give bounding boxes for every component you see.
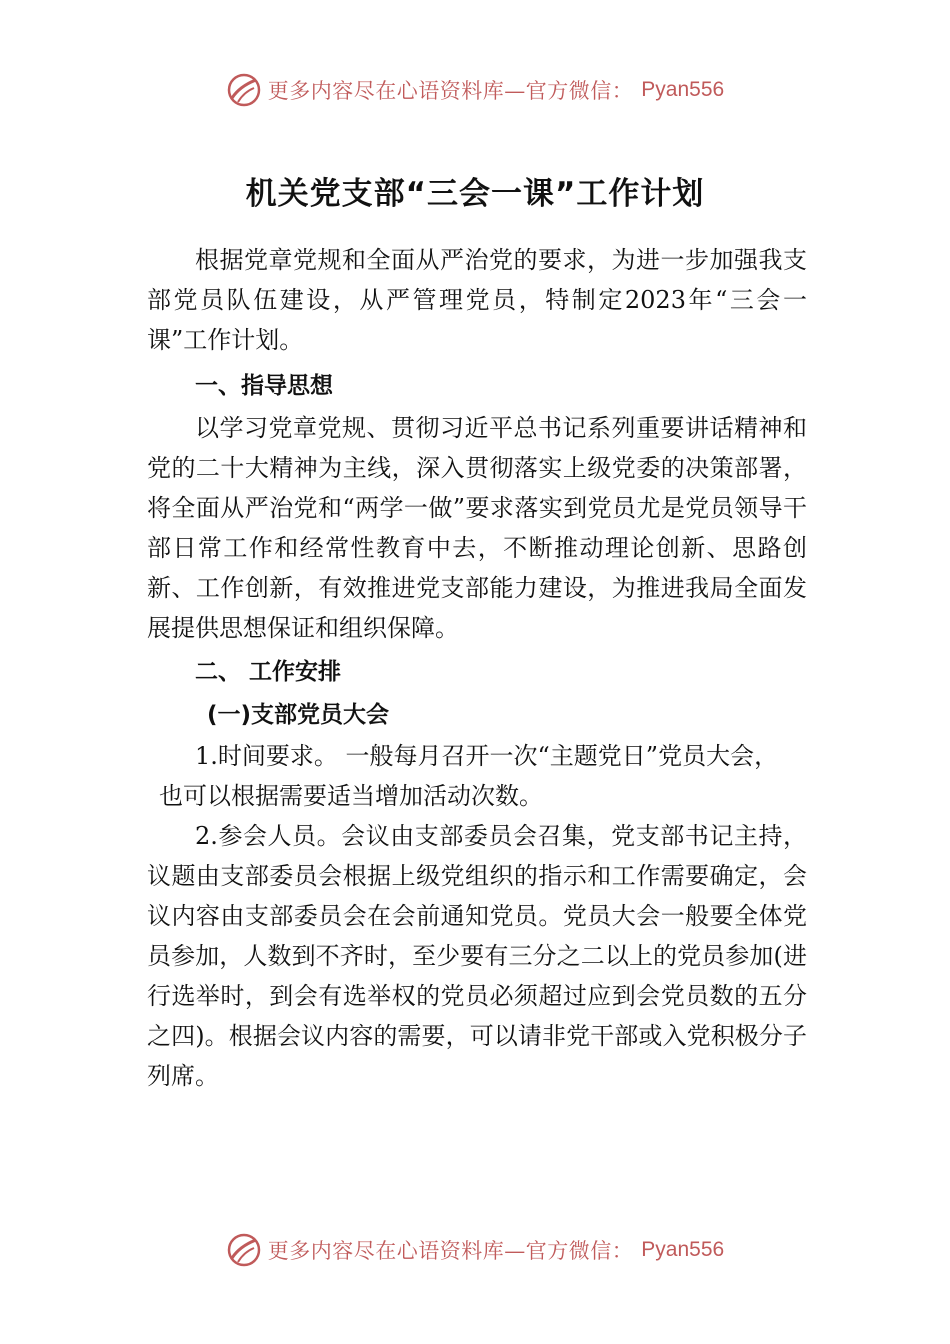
header-banner-text: 更多内容尽在心语资料库—官方微信：	[267, 79, 634, 103]
header-banner-code: Pyan556	[641, 78, 725, 101]
header-banner	[0, 72, 950, 108]
item-attendees: 2.参会人员。会议由支部委员会召集，党支部书记主持，议题由支部委员会根据上级党组织的指示和工作需要确定，会议内容由支部委员会在会前通知党员。党员大会一般要全体党员参加，人数到不齐时，至少要有三分之二以上的党员参加(进行选举时，到会有选举权的党员必须超过应到会党员数的五分之四)。根据会议内容的需要，可以请非党干部或入党积极分子列席。	[147, 822, 807, 1090]
item-time-requirement-continued: 也可以根据需要适当增加活动次数。	[159, 782, 543, 810]
document-body	[147, 240, 807, 1096]
footer-banner-text: 更多内容尽在心语资料库—官方微信：	[267, 1239, 634, 1263]
brand-logo-icon	[226, 72, 262, 108]
brand-logo-icon	[226, 1232, 262, 1268]
footer-banner	[0, 1232, 950, 1268]
footer-banner-code: Pyan556	[641, 1238, 725, 1261]
guiding-thought-paragraph: 以学习党章党规、贯彻习近平总书记系列重要讲话精神和党的二十大精神为主线，深入贯彻落实上级党委的决策部署，将全面从严治党和“两学一做”要求落实到党员尤是党员领导干部日常工作和经常性教育中去，不断推动理论创新、思路创新、工作创新，有效推进党支部能力建设，为推进我局全面发展提供思想保证和组织保障。	[147, 414, 807, 642]
section-heading-work-arrangement: 二、 工作安排	[195, 659, 342, 685]
subsection-heading-party-meeting: (一)支部党员大会	[207, 702, 390, 728]
document-title: 机关党支部“三会一课”工作计划	[245, 176, 705, 212]
item-time-requirement: 1.时间要求。 一般每月召开一次“主题党日”党员大会，	[195, 742, 779, 770]
section-heading-guiding-thought: 一、指导思想	[195, 373, 333, 399]
intro-paragraph: 根据党章党规和全面从严治党的要求，为进一步加强我支部党员队伍建设，从严管理党员，特制定2023年“三会一课”工作计划。	[147, 246, 807, 354]
